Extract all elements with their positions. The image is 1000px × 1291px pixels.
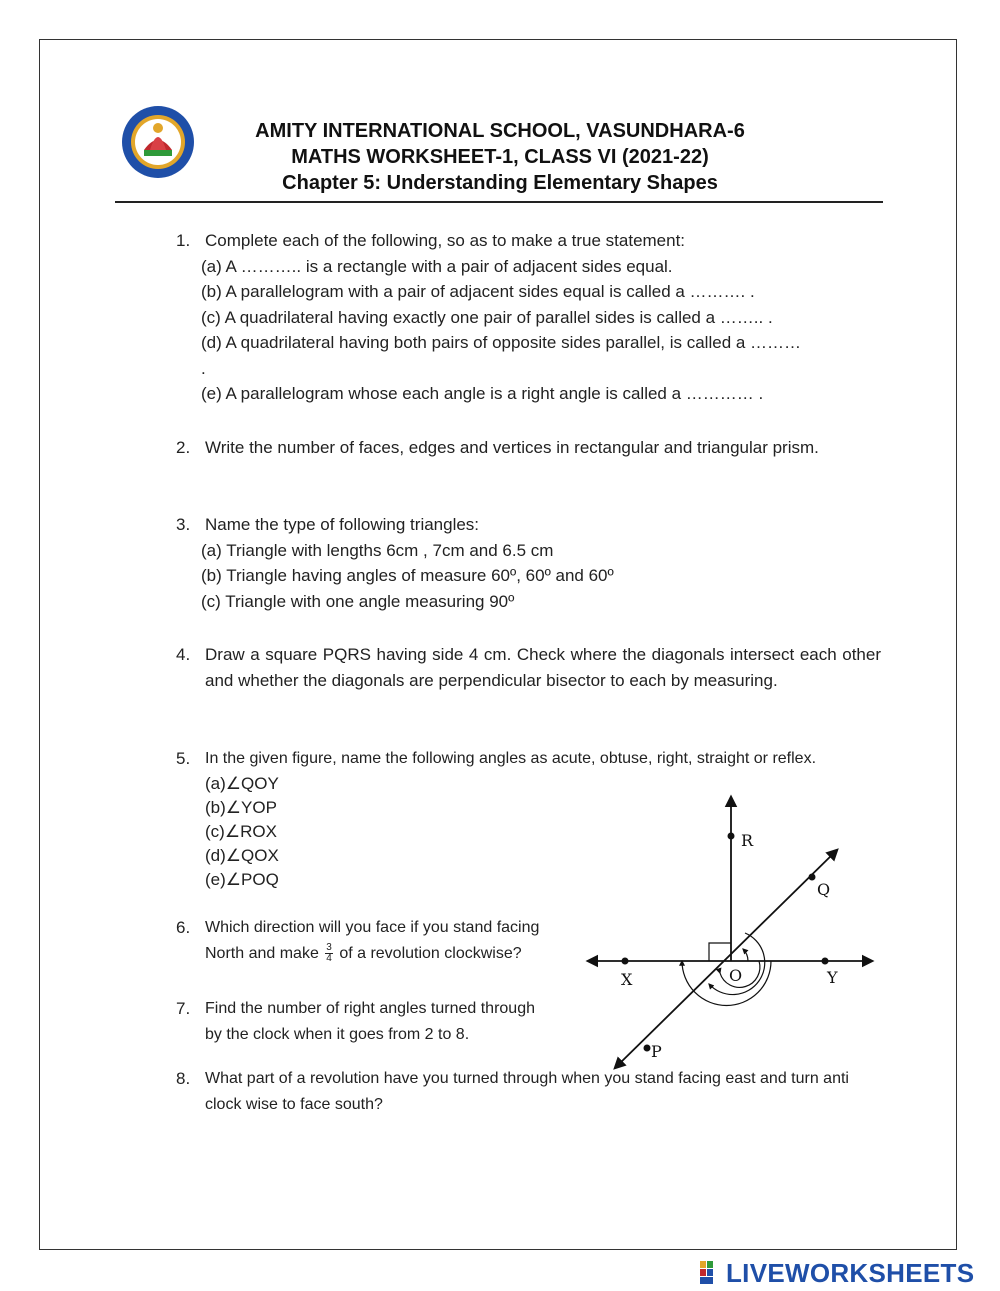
question-text: What part of a revolution have you turned through when you stand facing east and turn anti clock wise to face south? — [205, 1070, 849, 1113]
question-text: Name the type of following triangles: — [205, 515, 480, 534]
question-part: (b) A parallelogram with a pair of adjacent sides equal is called a ………. . — [201, 282, 755, 301]
question-text: Write the number of faces, edges and vertices in rectangular and triangular prism. — [205, 438, 819, 457]
question-1 — [176, 228, 881, 407]
question-text-line: by the clock when it goes from 2 to 8. — [205, 1025, 470, 1043]
worksheet-title: MATHS WORKSHEET-1, CLASS VI (2021-22) — [291, 146, 709, 168]
brand-name: LIVEWORKSHEETS — [726, 1257, 975, 1288]
question-text: Complete each of the following, so as to make a true statement: — [205, 231, 686, 250]
question-8 — [176, 1066, 881, 1117]
question-number: 7. — [176, 999, 191, 1018]
angle-item: (e)∠POQ — [205, 869, 279, 889]
angle-item: (c)∠ROX — [205, 821, 277, 841]
question-number: 6. — [176, 918, 191, 937]
question-number: 1. — [176, 231, 191, 250]
angle-arc-reflex — [709, 933, 765, 995]
question-2 — [176, 435, 881, 461]
question-part: (a) Triangle with lengths 6cm , 7cm and 6.5 cm — [201, 540, 554, 560]
question-part: (c) A quadrilateral having exactly one pair of parallel sides is called a …….. . — [201, 307, 773, 327]
question-part: (b) Triangle having angles of measure 60º, 60º and 60º — [201, 566, 614, 585]
question-part: (a) A ……….. is a rectangle with a pair of adjacent sides equal. — [201, 256, 673, 276]
question-text-fragment: North and make — [205, 944, 319, 962]
header-divider — [115, 201, 883, 203]
angle-item: (b)∠YOP — [205, 797, 277, 817]
point-x — [622, 958, 629, 965]
point-q — [809, 874, 816, 881]
question-part: (c) Triangle with one angle measuring 90º — [201, 591, 515, 611]
point-r — [728, 833, 735, 840]
question-4 — [176, 642, 881, 693]
question-text-line: Find the number of right angles turned through — [205, 1000, 535, 1017]
question-7 — [176, 996, 596, 1047]
angle-arc-qoy — [743, 949, 748, 961]
angle-item: (d)∠QOX — [205, 845, 279, 865]
fraction-numerator: 3 — [326, 941, 332, 953]
fraction-three-quarters — [325, 943, 333, 964]
line-pq — [615, 850, 837, 1068]
question-part-continuation: . — [201, 358, 206, 378]
fraction-denominator: 4 — [326, 952, 332, 964]
label-x: X — [621, 970, 633, 989]
question-number: 8. — [176, 1069, 191, 1088]
question-part: (d) A quadrilateral having both pairs of opposite sides parallel, is called a ……… — [201, 333, 802, 352]
label-p: P — [651, 1042, 662, 1061]
school-name: AMITY INTERNATIONAL SCHOOL, VASUNDHARA-6 — [255, 120, 745, 142]
question-text: Draw a square PQRS having side 4 cm. Check where the diagonals intersect each other and whether the diagonals are perpendicular bisector to each by measuring. — [205, 645, 881, 690]
label-y: Y — [827, 968, 838, 987]
label-q: Q — [817, 880, 831, 899]
label-o: O — [729, 966, 743, 985]
question-text-line — [205, 941, 596, 967]
school-logo — [120, 104, 196, 180]
point-y — [822, 958, 829, 965]
point-p — [644, 1045, 651, 1052]
question-part: (e) A parallelogram whose each angle is a right angle is called a ………… . — [201, 384, 764, 403]
question-number: 4. — [176, 645, 191, 664]
question-text-line: Which direction will you face if you stand facing — [205, 919, 540, 936]
question-text-fragment: of a revolution clockwise? — [339, 944, 522, 962]
question-number: 2. — [176, 438, 191, 457]
angle-item: (a)∠QOY — [205, 773, 279, 793]
question-number: 3. — [176, 515, 191, 534]
worksheet-header — [200, 118, 800, 196]
chapter-title: Chapter 5: Understanding Elementary Shapes — [282, 172, 718, 194]
question-number: 5. — [176, 749, 191, 768]
question-text: In the given figure, name the following angles as acute, obtuse, right, straight or reflex. — [205, 750, 817, 767]
liveworksheets-logo-icon — [700, 1261, 722, 1285]
angle-figure — [585, 793, 875, 1073]
question-3 — [176, 512, 881, 614]
liveworksheets-brand — [700, 1258, 974, 1288]
label-r: R — [741, 831, 754, 850]
question-6 — [176, 915, 596, 966]
